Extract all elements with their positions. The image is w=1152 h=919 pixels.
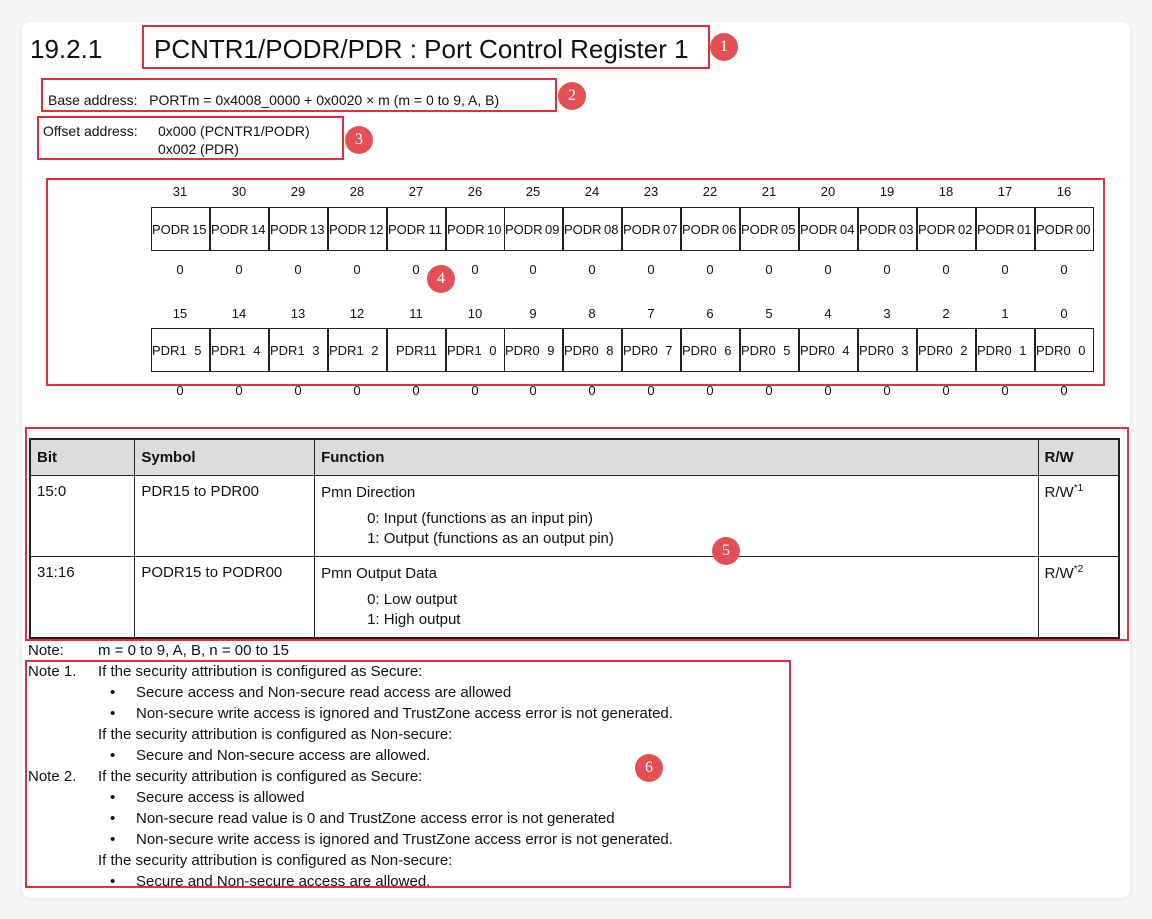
bit-position-number: 21 — [761, 184, 777, 199]
note-bullet-text: Secure and Non-secure access are allowed. — [136, 747, 431, 764]
note-bullet-text: Secure access and Non-secure read access are allowed — [136, 684, 512, 701]
bit-field-name: 08 — [604, 221, 619, 237]
bit-position-number: 9 — [529, 306, 537, 321]
bit-position-number: 3 — [883, 306, 891, 321]
annotation-box-5 — [25, 427, 1129, 641]
annotation-badge-5: 5 — [712, 537, 740, 565]
bit-field-name: PODR — [270, 221, 308, 237]
bit-position-number: 2 — [942, 306, 950, 321]
bullet-icon: • — [110, 810, 116, 827]
bit-field-name: 11 — [428, 221, 443, 237]
bit-position-number: 7 — [647, 306, 655, 321]
bit-field-name: PODR — [682, 221, 720, 237]
bit-field-name: PDR1 — [270, 342, 305, 358]
note1-label: Note 1. — [28, 663, 77, 680]
bit-field-name: 06 — [722, 221, 737, 237]
bit-cell: 31:16 — [30, 557, 135, 639]
rw-note-ref: *1 — [1073, 483, 1084, 494]
note-bullet-text: Non-secure read value is 0 and TrustZone access error is not generated — [136, 810, 615, 827]
bit-field-name: 13 — [310, 221, 325, 237]
column-header-rw: R/W — [1038, 439, 1119, 476]
reset-value: 0 — [529, 383, 537, 398]
note2-label: Note 2. — [28, 768, 77, 785]
annotation-badge-1: 1 — [710, 33, 738, 61]
bit-position-number: 29 — [290, 184, 306, 199]
bit-field-name: PDR0 — [977, 342, 1012, 358]
bit-position-number: 19 — [879, 184, 895, 199]
bit-position-number: 23 — [643, 184, 659, 199]
bit-field-name: PODR — [329, 221, 367, 237]
section-title: PCNTR1/PODR/PDR : Port Control Register 1 — [154, 34, 689, 64]
bit-field-name: PODR — [741, 221, 779, 237]
annotation-box-2 — [41, 78, 557, 112]
bit-field-name: 2 — [371, 342, 379, 358]
bit-field-name: 04 — [840, 221, 855, 237]
offset-address-label: Offset address: — [43, 123, 138, 139]
rw-value: R/W — [1044, 484, 1074, 501]
bit-cell: 15:0 — [30, 476, 135, 557]
bit-field-name: PDR0 — [1036, 342, 1071, 358]
bit-field-name: 9 — [547, 342, 555, 358]
bit-position-number: 28 — [349, 184, 365, 199]
bullet-icon: • — [110, 831, 116, 848]
bit-field-name: 01 — [1017, 221, 1032, 237]
bit-position-number: 12 — [349, 306, 365, 321]
bit-position-number: 0 — [1060, 306, 1068, 321]
bit-position-number: 11 — [409, 306, 423, 321]
bit-field-name: PDR11 — [396, 342, 437, 358]
bit-field-name: PODR — [800, 221, 838, 237]
reset-value: 0 — [588, 383, 596, 398]
reset-value: 0 — [294, 383, 302, 398]
annotation-badge-2: 2 — [558, 82, 586, 110]
reset-value: 0 — [1060, 383, 1068, 398]
annotation-badge-4: 4 — [427, 265, 455, 293]
bit-field-name: 3 — [312, 342, 320, 358]
reset-value: 0 — [235, 262, 243, 277]
reset-value: 0 — [588, 262, 596, 277]
bit-position-number: 4 — [824, 306, 832, 321]
bit-field-name: PODR — [977, 221, 1015, 237]
annotation-box-3 — [37, 116, 344, 160]
reset-value: 0 — [412, 383, 420, 398]
reset-value: 0 — [824, 262, 832, 277]
annotation-box-1 — [142, 25, 710, 69]
bit-field-name: 02 — [958, 221, 973, 237]
bit-field-name: PDR0 — [741, 342, 776, 358]
note-text: If the security attribution is configured as Secure: — [98, 768, 423, 785]
note-bullet-text: Secure access is allowed — [136, 789, 305, 806]
bit-field-name: PODR — [623, 221, 661, 237]
annotation-box-4 — [46, 178, 1105, 386]
bit-field-name: PODR — [388, 221, 426, 237]
reset-value: 0 — [883, 262, 891, 277]
note-label: Note: — [28, 642, 64, 659]
bit-field-name: 0 — [1078, 342, 1086, 358]
bit-field-name: PDR1 — [447, 342, 482, 358]
bit-field-name: 15 — [192, 221, 207, 237]
bit-field-name: 4 — [842, 342, 850, 358]
bullet-icon: • — [110, 873, 116, 890]
bit-field-name: 5 — [783, 342, 791, 358]
bit-position-number: 20 — [820, 184, 836, 199]
reset-value: 0 — [176, 262, 184, 277]
bit-field-name: PDR1 — [329, 342, 364, 358]
bit-position-number: 17 — [997, 184, 1013, 199]
reset-value: 0 — [706, 262, 714, 277]
bit-field-name: 2 — [960, 342, 968, 358]
offset-address-line1: 0x000 (PCNTR1/PODR) — [158, 123, 310, 139]
bullet-icon: • — [110, 789, 116, 806]
document-page — [22, 22, 1130, 898]
annotation-badge-3: 3 — [345, 126, 373, 154]
bit-field-name: PODR — [859, 221, 897, 237]
bit-position-number: 22 — [702, 184, 718, 199]
bit-position-number: 1 — [1001, 306, 1009, 321]
bit-field-name: PDR0 — [918, 342, 953, 358]
bit-field-name: 5 — [194, 342, 202, 358]
reset-value: 0 — [1060, 262, 1068, 277]
function-option: 1: High output — [367, 611, 461, 628]
note-bullet-text: Non-secure write access is ignored and TrustZone access error is not generated. — [136, 831, 673, 848]
annotation-box-6 — [25, 660, 791, 888]
reset-value: 0 — [176, 383, 184, 398]
base-address-label: Base address: — [48, 92, 138, 108]
bit-field-name: PDR0 — [564, 342, 599, 358]
rw-note-ref: *2 — [1073, 564, 1084, 575]
column-header-function: Function — [315, 439, 1038, 476]
bit-position-number: 10 — [467, 306, 483, 321]
function-option: 0: Low output — [367, 591, 458, 608]
bit-field-name: PDR0 — [859, 342, 894, 358]
bit-field-name: PDR0 — [623, 342, 658, 358]
bit-position-number: 26 — [467, 184, 483, 199]
bit-field-name: 3 — [901, 342, 909, 358]
reset-value: 0 — [235, 383, 243, 398]
function-option: 1: Output (functions as an output pin) — [367, 530, 614, 547]
bit-position-number: 14 — [231, 306, 247, 321]
bit-field-name: PODR — [564, 221, 602, 237]
symbol-cell: PDR15 to PDR00 — [135, 476, 315, 557]
bit-field-name: 4 — [253, 342, 261, 358]
bit-field-name: 12 — [369, 221, 384, 237]
offset-address-line2: 0x002 (PDR) — [158, 141, 239, 157]
bit-field-name: 7 — [665, 342, 673, 358]
reset-value: 0 — [353, 262, 361, 277]
symbol-cell: PODR15 to PODR00 — [135, 557, 315, 639]
bit-field-name: 0 — [489, 342, 497, 358]
reset-value: 0 — [1001, 262, 1009, 277]
bit-field-name: PDR0 — [800, 342, 835, 358]
bit-position-number: 24 — [584, 184, 600, 199]
bit-field-name: 09 — [545, 221, 560, 237]
bit-field-name: 05 — [781, 221, 796, 237]
reset-value: 0 — [706, 383, 714, 398]
section-number: 19.2.1 — [30, 34, 103, 64]
bit-field-name: PODR — [152, 221, 190, 237]
reset-value: 0 — [353, 383, 361, 398]
reset-value: 0 — [942, 262, 950, 277]
bit-position-number: 15 — [172, 306, 188, 321]
bit-field-name: 6 — [724, 342, 732, 358]
note-text: If the security attribution is configured as Non-secure: — [98, 726, 453, 743]
function-name: Pmn Direction — [321, 484, 416, 501]
bullet-icon: • — [110, 747, 116, 764]
bit-field-name: PDR0 — [682, 342, 717, 358]
annotation-badge-6: 6 — [635, 754, 663, 782]
bit-field-name: PODR — [918, 221, 956, 237]
reset-value: 0 — [294, 262, 302, 277]
reset-value: 0 — [471, 383, 479, 398]
bit-position-number: 8 — [588, 306, 596, 321]
bit-field-name: PODR — [447, 221, 485, 237]
base-address-value: PORTm = 0x4008_0000 + 0x0020 × m (m = 0 to 9, A, B) — [149, 92, 500, 108]
function-name: Pmn Output Data — [321, 565, 437, 582]
column-header-symbol: Symbol — [135, 439, 315, 476]
bit-field-name: PODR — [505, 221, 543, 237]
bit-position-number: 30 — [231, 184, 247, 199]
bit-field-name: 00 — [1076, 221, 1091, 237]
note-text: m = 0 to 9, A, B, n = 00 to 15 — [98, 642, 289, 659]
reset-value: 0 — [1001, 383, 1009, 398]
bit-field-name: PDR0 — [505, 342, 540, 358]
reset-value: 0 — [647, 262, 655, 277]
reset-value: 0 — [647, 383, 655, 398]
note-text: If the security attribution is configured as Secure: — [98, 663, 423, 680]
bullet-icon: • — [110, 684, 116, 701]
reset-value: 0 — [883, 383, 891, 398]
bullet-icon: • — [110, 705, 116, 722]
bit-field-name: PODR — [211, 221, 249, 237]
bit-field-name: 8 — [606, 342, 614, 358]
bit-field-name: 14 — [251, 221, 266, 237]
reset-value: 0 — [412, 262, 420, 277]
note-bullet-text: Secure and Non-secure access are allowed. — [136, 873, 431, 890]
note-text: If the security attribution is configured as Non-secure: — [98, 852, 453, 869]
reset-value: 0 — [471, 262, 479, 277]
bit-field-name: PODR — [1036, 221, 1074, 237]
bit-field-name: 10 — [487, 221, 502, 237]
bit-position-number: 27 — [408, 184, 424, 199]
function-option: 0: Input (functions as an input pin) — [367, 510, 594, 527]
bit-position-number: 18 — [938, 184, 954, 199]
reset-value: 0 — [824, 383, 832, 398]
bit-position-number: 6 — [706, 306, 714, 321]
bit-position-number: 16 — [1056, 184, 1072, 199]
bit-position-number: 31 — [172, 184, 188, 199]
bit-field-name: 03 — [899, 221, 914, 237]
note-bullet-text: Non-secure write access is ignored and TrustZone access error is not generated. — [136, 705, 673, 722]
bit-position-number: 5 — [765, 306, 773, 321]
reset-value: 0 — [765, 262, 773, 277]
bit-field-name: 07 — [663, 221, 678, 237]
bit-position-number: 25 — [525, 184, 541, 199]
bit-field-name: PDR1 — [152, 342, 187, 358]
column-header-bit: Bit — [30, 439, 135, 476]
reset-value: 0 — [529, 262, 537, 277]
bit-field-name: PDR1 — [211, 342, 246, 358]
reset-value: 0 — [942, 383, 950, 398]
reset-value: 0 — [765, 383, 773, 398]
bit-position-number: 13 — [290, 306, 306, 321]
bit-field-name: 1 — [1019, 342, 1027, 358]
rw-value: R/W — [1044, 565, 1074, 582]
